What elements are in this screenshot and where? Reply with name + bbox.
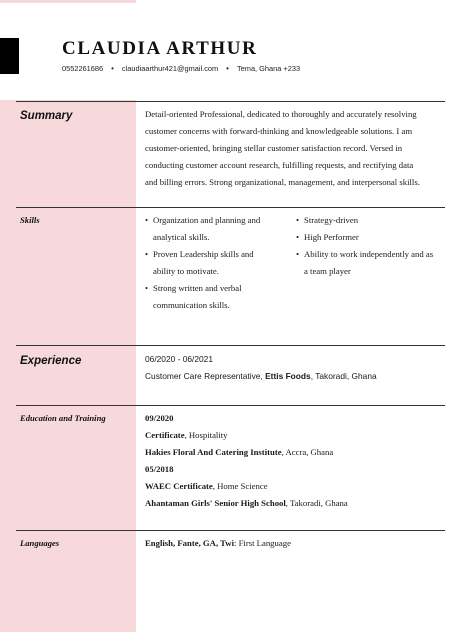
summary-heading: Summary bbox=[20, 110, 73, 122]
list-item: • Strategy-driven bbox=[296, 212, 446, 229]
skills-list-left bbox=[145, 212, 295, 314]
section-divider bbox=[16, 207, 445, 208]
languages-text: English, Fante, GA, Twi: First Language bbox=[145, 538, 291, 548]
list-item: • Organization and planning and analytical skills. bbox=[145, 212, 295, 246]
list-item: • Strong written and verbal communication skills. bbox=[145, 280, 295, 314]
section-divider bbox=[16, 101, 445, 102]
candidate-name: CLAUDIA ARTHUR bbox=[62, 38, 258, 59]
skills-heading: Skills bbox=[20, 215, 40, 225]
separator-dot: • bbox=[226, 64, 229, 73]
experience-dates: 06/2020 - 06/2021 bbox=[145, 354, 213, 364]
skills-list-right bbox=[296, 212, 446, 280]
section-divider bbox=[16, 345, 445, 346]
list-item: • Ability to work independently and as a team player bbox=[296, 246, 446, 280]
experience-entry bbox=[145, 351, 443, 385]
education-entries: 09/2020 Certificate, Hospitality Hakies Floral And Catering Institute, Accra, Ghana 05/2018 WAEC Certificate, Home Science Ahantaman Girls' Senior High School, Takoradi, Ghana bbox=[145, 413, 348, 508]
email: claudiaarthur421@gmail.com bbox=[121, 64, 219, 73]
experience-role: Customer Care Representative, Ettis Foods, Takoradi, Ghana bbox=[145, 371, 377, 381]
contact-line bbox=[62, 64, 300, 73]
list-item: • High Performer bbox=[296, 229, 446, 246]
section-divider bbox=[16, 405, 445, 406]
section-divider bbox=[16, 530, 445, 531]
phone: 0552261686 bbox=[62, 64, 104, 73]
education-date: 09/2020 bbox=[145, 413, 174, 423]
education-heading: Education and Training bbox=[20, 413, 106, 423]
list-item: • Proven Leadership skills and ability to motivate. bbox=[145, 246, 295, 280]
top-accent-strip bbox=[0, 0, 136, 3]
experience-heading: Experience bbox=[20, 355, 82, 367]
summary-text: Detail-oriented Professional, dedicated to thoroughly and accurately resolving customer concerns with forward-thinking and knowledgeable solutions. I am customer-oriented, bringing stellar customer satisfaction record. Versed in conducting customer account research, fulfilling requests, and rectifying data and billing errors. Strong organizational, management, and interpersonal skills. bbox=[145, 109, 420, 187]
education-date: 05/2018 bbox=[145, 464, 174, 474]
location: Tema, Ghana +233 bbox=[236, 64, 301, 73]
header-accent-block bbox=[0, 38, 19, 74]
languages-heading: Languages bbox=[20, 538, 60, 548]
separator-dot: • bbox=[111, 64, 114, 73]
